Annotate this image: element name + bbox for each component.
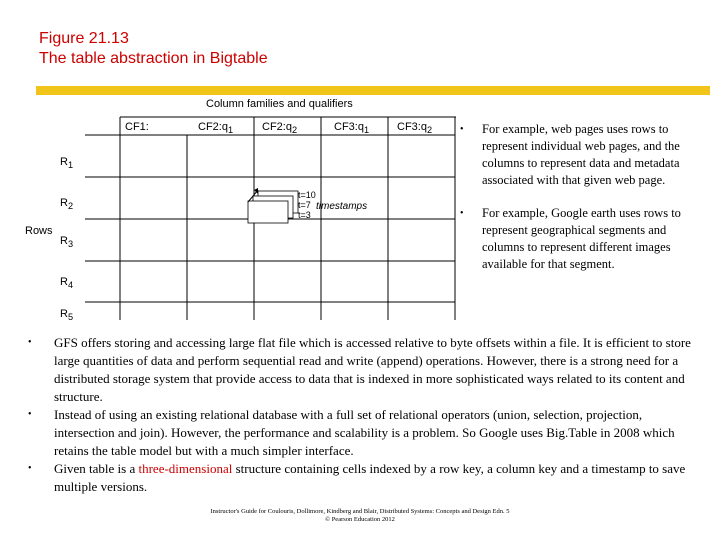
column-label-cf3-q2: $CF3:q_2$ <box>397 121 433 136</box>
row-label-r4: $R_4$ <box>60 276 74 291</box>
main-bullet-text: GFS offers storing and accessing large flat file which is accessed relative to byte offsets within a file. It is efficient to store large quantities of data and perform sequential read and write (append) operations. However, there is a strong need for a distributed storage system that provide access to data that is indexed in more sophisticated ways related to its content and structure. <box>54 335 691 404</box>
main-bullet-text: Instead of using an existing relational database with a full set of relational operators (union, selection, projection, intersection and join). However, the performance and scalability is a problem. So Google uses Big.Table in 2008 which retains the table model but with a much simpler interface. <box>54 407 675 458</box>
figure-number: Figure 21.13 <box>39 30 129 47</box>
side-bullet-text: For example, Google earth uses rows to represent geographical segments and columns to represent different images available for that segment. <box>482 206 681 271</box>
row-label-r2: $R_2$ <box>60 197 74 212</box>
main-bullet-text-post: structure containing cells indexed by a row key, a column key and a timestamp to save multiple versions. <box>54 461 686 494</box>
bullet-icon: • <box>28 337 32 348</box>
bullet-icon: • <box>28 409 32 420</box>
rows-axis-label: Rows <box>25 225 53 237</box>
main-bullet-item <box>28 334 698 406</box>
footer-citation: Instructor's Guide for Coulouris, Dollimore, Kindberg and Blair, Distributed Systems: Concepts and Design Edn. 5 <box>210 508 510 515</box>
main-bullet-item <box>28 460 698 496</box>
footer-copyright: © Pearson Education 2012 <box>325 516 395 523</box>
column-label-cf1: CF1: <box>125 121 149 133</box>
bullet-icon: • <box>28 463 32 474</box>
side-bullet-list <box>460 121 700 289</box>
side-bullet-item <box>460 121 700 189</box>
side-bullet-text: For example, web pages uses rows to represent individual web pages, and the columns to represent data and metadata associated with that given web page. <box>482 122 680 187</box>
timestamp-value: t=7 <box>298 200 311 210</box>
row-label-r1: $R_1$ <box>60 156 74 171</box>
column-label-cf3-q1: $CF3:q_1$ <box>334 121 370 136</box>
bullet-icon: • <box>460 124 464 135</box>
figure-caption: The table abstraction in Bigtable <box>39 50 268 67</box>
main-bullet-text-pre: Given table is a <box>54 461 139 476</box>
main-bullet-item <box>28 406 698 460</box>
side-bullet-item <box>460 205 700 273</box>
timestamp-value: t=10 <box>298 190 316 200</box>
row-label-r3: $R_3$ <box>60 235 74 250</box>
timestamps-label: timestamps <box>316 201 368 212</box>
row-label-r5: $R_5$ <box>60 308 74 323</box>
timestamp-value: t=3 <box>298 210 311 220</box>
highlighted-term: three-dimensional <box>138 461 233 476</box>
main-bullet-list <box>28 334 698 496</box>
timestamp-cell-front <box>248 201 288 223</box>
column-label-cf2-q2: $CF2:q_2$ <box>262 121 298 136</box>
column-families-header: Column families and qualifiers <box>206 98 353 110</box>
bullet-icon: • <box>460 208 464 219</box>
column-label-cf2-q1: $CF2:q_1$ <box>198 121 234 136</box>
